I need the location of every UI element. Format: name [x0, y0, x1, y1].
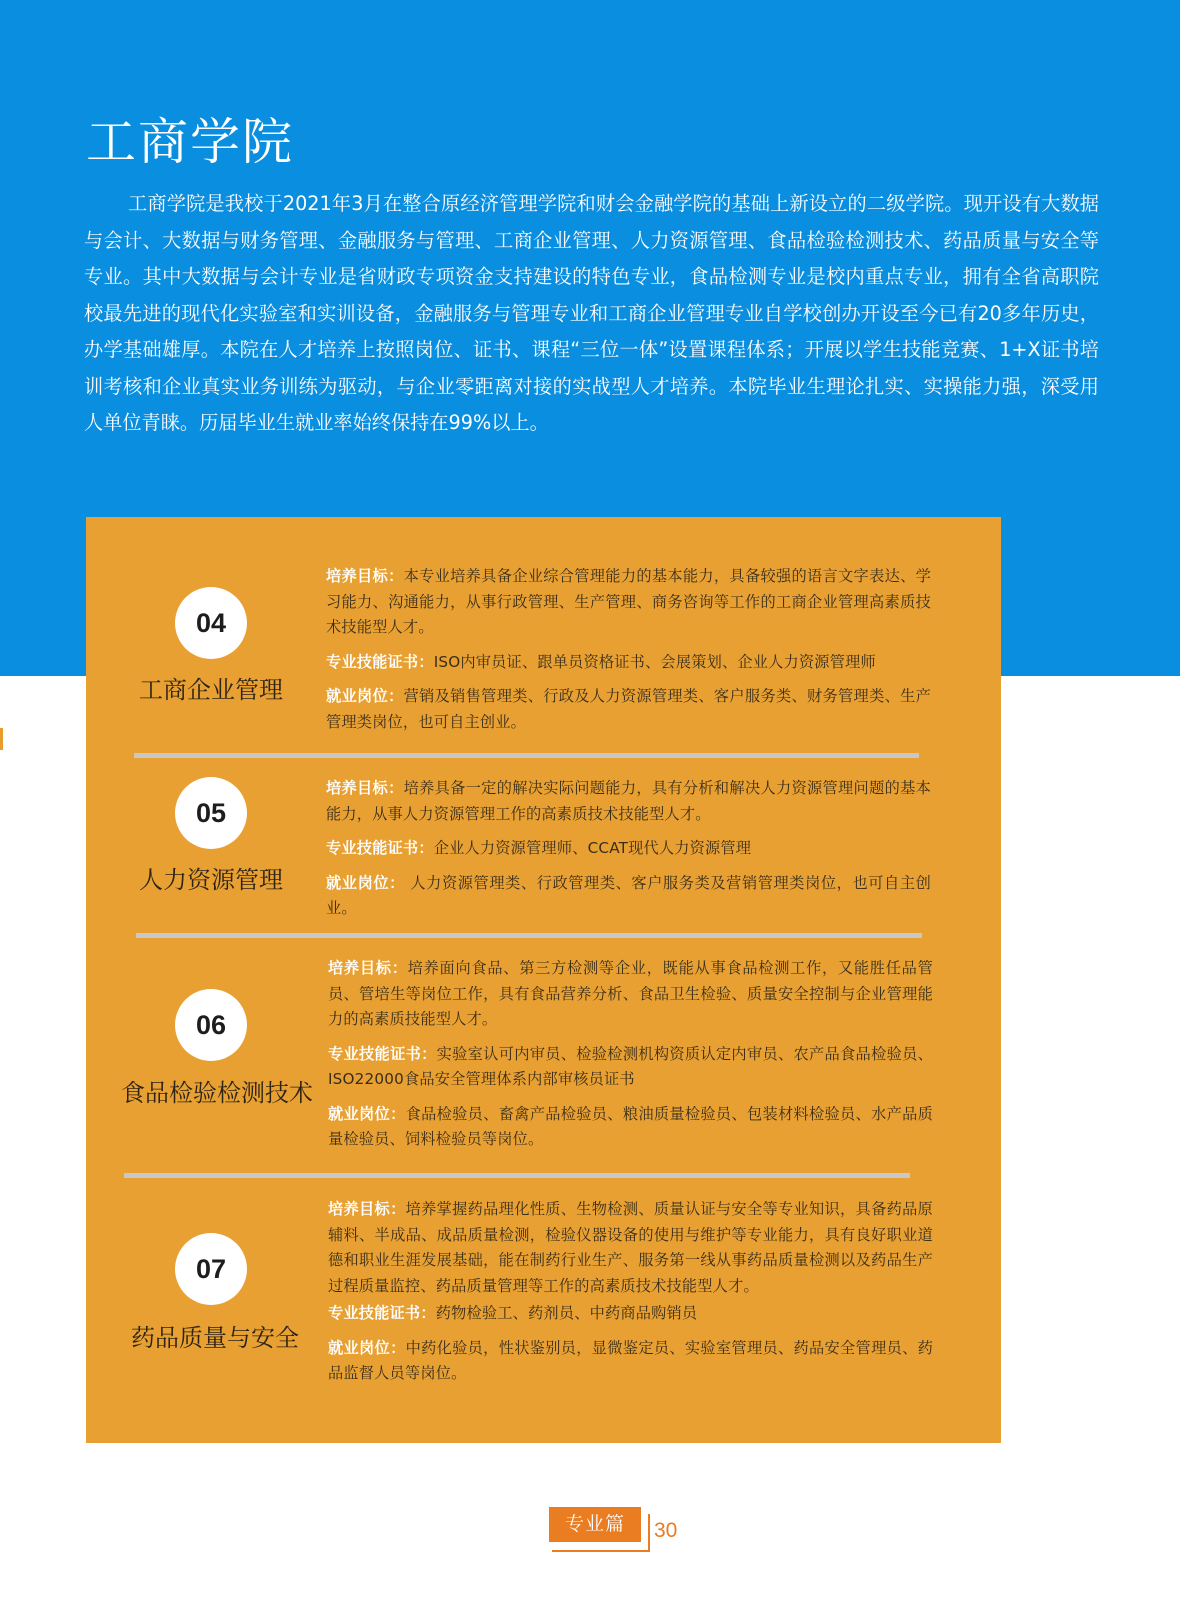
footer-section-label: 专业篇	[549, 1507, 641, 1542]
major-name: 食品检验检测技术	[121, 1079, 313, 1107]
skill-certificates-text: 企业人力资源管理师、CCAT现代人力资源管理	[433, 839, 752, 857]
skill-certificates-text: 药物检验工、药剂员、中药商品购销员	[435, 1304, 698, 1322]
training-goal-text: 本专业培养具备企业综合管理能力的基本能力，具备较强的语言文字表达、学习能力、沟通能力，从事行政管理、生产管理、商务咨询等工作的工商企业管理高素质技术技能型人才。	[326, 567, 932, 636]
section-divider	[136, 933, 922, 938]
major-number-badge: 06	[175, 989, 247, 1061]
major-number-badge: 05	[175, 777, 247, 849]
skill-certificates	[328, 1042, 933, 1093]
training-goal-text: 培养面向食品、第三方检测等企业，既能从事食品检测工作，又能胜任品管员、管培生等岗位工作，具有食品营养分析、食品卫生检验、质量安全控制与企业管理能力的高素质技能型人才。	[328, 959, 934, 1028]
employment-positions	[326, 684, 931, 735]
skill-certificates-label: 专业技能证书：	[328, 1304, 436, 1322]
major-name: 工商企业管理	[139, 676, 283, 704]
training-goal-text: 培养具备一定的解决实际问题能力，具有分析和解决人力资源管理问题的基本能力，从事人力资源管理工作的高素质技术技能型人才。	[326, 779, 932, 823]
training-goal-text: 培养掌握药品理化性质、生物检测、质量认证与安全等专业知识，具备药品原辅料、半成品、成品质量检测，检验仪器设备的使用与维护等专业能力，具有良好职业道德和职业生涯发展基础，能在制药行业生产、服务第一线从事药品质量检测以及药品生产过程质量监控、药品质量管理等工作的高素质技术技能型人才。	[328, 1200, 934, 1295]
skill-certificates-label: 专业技能证书：	[326, 839, 434, 857]
employment-positions	[328, 1102, 933, 1153]
college-intro: 工商学院是我校于2021年3月在整合原经济管理学院和财会金融学院的基础上新设立的二级学院。现开设有大数据与会计、大数据与财务管理、金融服务与管理、工商企业管理、人力资源管理、食品检验检测技术、药品质量与安全等专业。其中大数据与会计专业是省财政专项资金支持建设的特色专业，食品检测专业是校内重点专业，拥有全省高职院校最先进的现代化实验室和实训设备，金融服务与管理专业和工商企业管理专业自学校创办开设至今已有20多年历史，办学基础雄厚。本院在人才培养上按照岗位、证书、课程“三位一体”设置课程体系；开展以学生技能竞赛、1+X证书培训考核和企业真实业务训练为驱动，与企业零距离对接的实战型人才培养。本院毕业生理论扎实、实操能力强，深受用人单位青睐。历届毕业生就业率始终保持在99%以上。	[84, 192, 1099, 434]
major-number-badge: 04	[175, 587, 247, 659]
employment-positions-text: 营销及销售管理类、行政及人力资源管理类、客户服务类、财务管理类、生产管理类岗位，也可自主创业。	[326, 687, 932, 731]
major-number-badge: 07	[175, 1233, 247, 1305]
training-goal	[328, 1197, 933, 1299]
section-divider	[124, 1173, 910, 1178]
major-name: 人力资源管理	[139, 866, 283, 894]
employment-positions-label: 就业岗位：	[328, 1338, 406, 1357]
employment-positions-label: 就业岗位：	[326, 873, 405, 892]
training-goal-label: 培养目标：	[328, 1200, 406, 1218]
training-goal	[328, 956, 933, 1033]
section-divider	[134, 753, 919, 758]
majors-panel	[86, 517, 1001, 1443]
major-name: 药品质量与安全	[131, 1324, 299, 1352]
employment-positions-text: 人力资源管理类、行政管理类、客户服务类及营销管理类岗位，也可自主创业。	[326, 873, 931, 917]
skill-certificates-text: 实验室认可内审员、检验检测机构资质认定内审员、农产品食品检验员、ISO22000食品安全管理体系内部审核员证书	[328, 1044, 934, 1088]
skill-certificates	[328, 1301, 933, 1327]
employment-positions-label: 就业岗位：	[326, 687, 404, 705]
employment-positions	[326, 871, 931, 922]
employment-positions-label: 就业岗位：	[328, 1104, 406, 1123]
skill-certificates	[326, 836, 931, 862]
employment-positions	[328, 1336, 933, 1387]
skill-certificates	[326, 650, 931, 676]
page-number: 30	[654, 1519, 678, 1542]
training-goal-label: 培养目标：	[326, 779, 404, 797]
skill-certificates-label: 专业技能证书：	[328, 1044, 437, 1063]
training-goal	[326, 564, 931, 641]
skill-certificates-text: ISO内审员证、跟单员资格证书、会展策划、企业人力资源管理师	[433, 652, 876, 671]
major-details	[326, 776, 931, 931]
employment-positions-text: 食品检验员、畜禽产品检验员、粮油质量检验员、包装材料检验员、水产品质量检验员、饲料检验员等岗位。	[328, 1104, 934, 1148]
page-title: 工商学院	[86, 113, 294, 171]
major-details	[328, 956, 933, 1162]
training-goal	[326, 776, 931, 827]
skill-certificates-label: 专业技能证书：	[326, 652, 434, 671]
edge-marker	[0, 728, 3, 750]
training-goal-label: 培养目标：	[328, 959, 408, 977]
major-details	[328, 1197, 933, 1396]
major-details	[326, 564, 931, 744]
training-goal-label: 培养目标：	[326, 567, 404, 585]
employment-positions-text: 中药化验员，性状鉴别员，显微鉴定员、实验室管理员、药品安全管理员、药品监督人员等岗位。	[328, 1338, 934, 1382]
